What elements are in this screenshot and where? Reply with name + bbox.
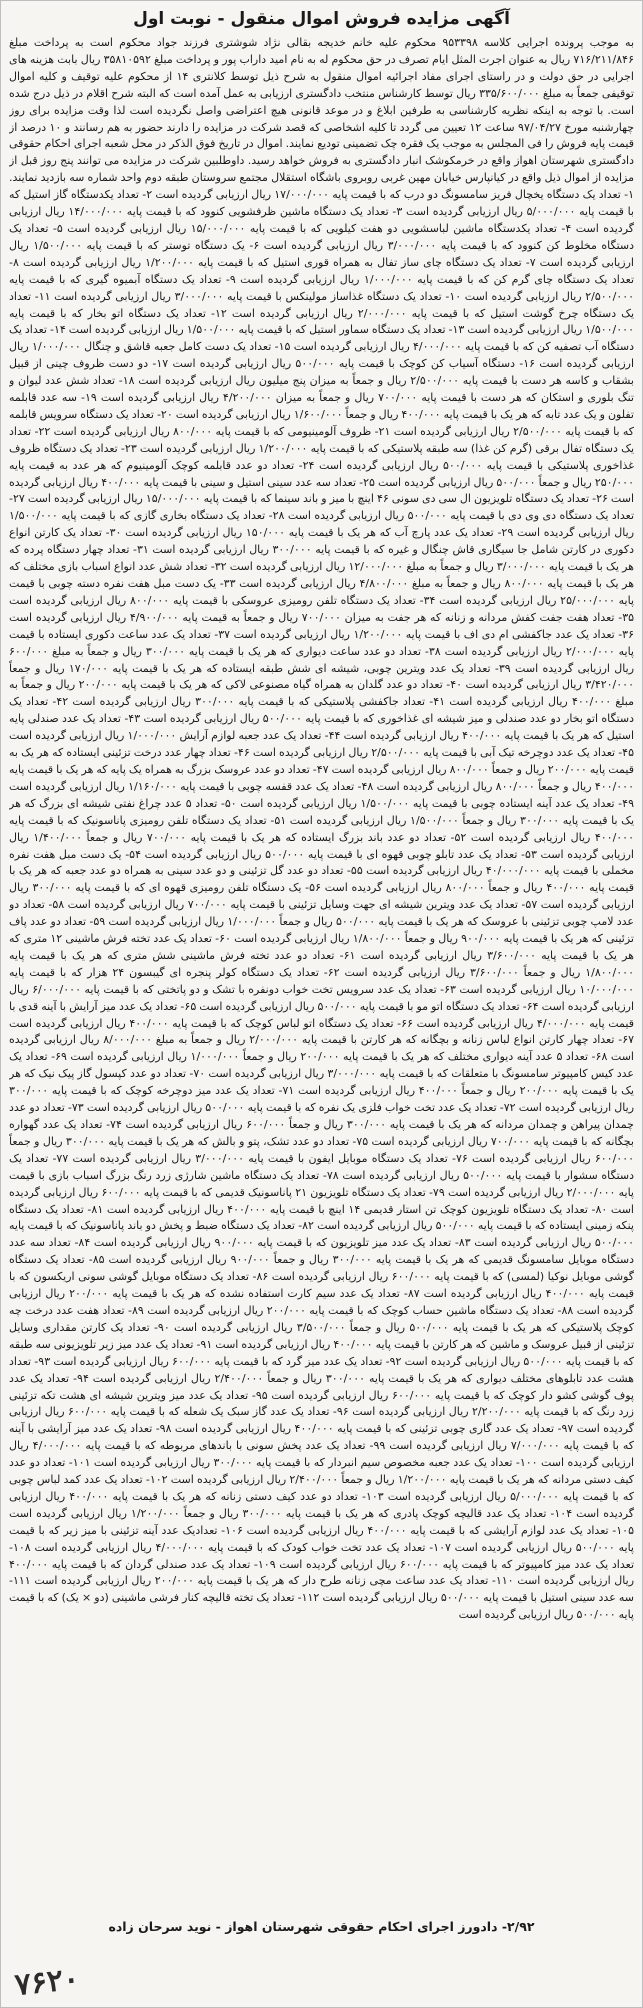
ink-stamp-mark: ۷۶۲۰ [13, 1961, 81, 2003]
notice-title: آگهی مزایده فروش اموال منقول - نوبت اول [133, 9, 510, 29]
notice-signature: ۲/۹۲- دادورز اجرای احکام حقوقی شهرستان اهواز - نوید سرحان زاده [108, 1919, 535, 1934]
notice-body: به موجب پرونده اجرایی کلاسه ۹۵۳۳۹۸ محکوم علیه خانم خدیجه بقالی نژاد شوشتری فرزند جواد محکوم است به پرداخت مبلغ ۷۱۶/۲۱۱/۸۴۶ ریال به عنوان اجرت المثل ایام تصرف در حق محکوم له به نام امید داراب پور و پرداخت مبلغ ۳۵۸۱۰۵۹۲ ریال بابت هزینه های اجرایی در حق دولت و در راستای اجرای مفاد اجرائیه اموال منقول به شرح ذیل توسط کلانتری ۱۴ از محکوم علیه توقیف و کلیه اموال توقیفی جمعاً به مبلغ ۳۳۵/۶۰۰/۰۰۰ ریال توسط کارشناس منتخب دادگستری ارزیابی به عمل آمده است که البته شرح اقلام در ذیل درج شده است. با توجه به اینکه نظریه کارشناسی به طرفین ابلاغ و در موعد قانونی هیچ اعتراضی واصل نگردیده است لذا وقت مزایده برای روز چهارشنبه مورخ ۹۷/۰۴/۲۷ ساعت ۱۲ تعیین می گردد تا کلیه اشخاصی که قصد شرکت در مزایده را دارند حضور به هم رسانند و ۱۰ درصد از قیمت پایه فروش را فی المجلس به موجب یک فقره چک تضمینی تودیع نمایند. اموال در تاریخ فوق الذکر در محل شعبه اجرای احکام حقوقی دادگستری شهرستان اهواز واقع در خرمکوشک انبار دادگستری به فروش خواهد رسید. داوطلبین شرکت در مزایده می توانند پنج روز قبل از مزایده از اموال ذیل واقع در کیانپارس خیابان مهین غربی روبروی باشگاه استقلال مجتمع سروستان طبقه دوم واحد شماره سه بازدید نمایند. ۱- تعداد یک دستگاه یخچال فریز سامسونگ دو درب که با قیمت پایه ۱۷/۰۰۰/۰۰۰ ریال ارزیابی گردیده است ۲- تعداد یکدستگاه گاز استیل که با قیمت پایه ۵/۰۰۰/۰۰۰ ریال ارزیابی گردیده است ۳- تعداد یک دستگاه ماشین ظرفشویی کنوود که با قیمت پایه ۱۴/۰۰۰/۰۰۰ ریال ارزیابی گردیده است ۴- تعداد یکدستگاه ماشین لباسشویی دو هفت کیلویی که با قیمت پایه ۱۵/۰۰۰/۰۰۰ ریال ارزیابی گردیده است ۵- تعداد یک دستگاه مخلوط کن کنوود که با قیمت پایه ۳/۰۰۰/۰۰۰ ریال ارزیابی گردیده است ۶- یک دستگاه توستر که با قیمت پایه ۱/۵۰۰/۰۰۰ ریال ارزیابی گردیده است ۷- تعداد یک دستگاه چای ساز تفال به همراه قوری استیل که با قیمت پایه ۱/۲۰۰/۰۰۰ ریال ارزیابی گردیده است ۸- تعداد یک دستگاه چای گرم کن که با قیمت پایه ۱/۰۰۰/۰۰۰ ریال ارزیابی گردیده است ۹- تعداد یک دستگاه آبمیوه گیری که با قیمت پایه ۲/۵۰۰/۰۰۰ ریال ارزیابی گردیده است ۱۰- تعداد یک دستگاه غذاساز مولینکس با قیمت پایه ۳/۰۰۰/۰۰۰ ریال ارزیابی گردیده است ۱۱- تعداد یک دستگاه چرخ گوشت استیل که با قیمت پایه ۲/۰۰۰/۰۰۰ ریال ارزیابی گردیده است ۱۲- تعداد یک دستگاه اتو بخار که با قیمت پایه ۱/۵۰۰/۰۰۰ ریال ارزیابی گردیده است ۱۳- تعداد یک دستگاه سماور استیل که با قیمت پایه ۱/۵۰۰/۰۰۰ ریال ارزیابی گردیده است ۱۴- تعداد یک دستگاه آب تصفیه کن که با قیمت پایه ۴/۰۰۰/۰۰۰ ریال ارزیابی گردیده است ۱۵- تعداد یک دست کامل جعبه قاشق و چنگال ۱/۰۰۰/۰۰۰ ریال ارزیابی گردیده است ۱۶- دستگاه آسیاب کن کوچک با قیمت پایه ۵۰۰/۰۰۰ ریال ارزیابی گردیده است ۱۷- دو دست ظروف چینی از قبیل بشقاب و کاسه هر دست با قیمت پایه ۲/۵۰۰/۰۰۰ ریال و جمعاً به میزان پنج میلیون ریال ارزیابی گردیده است ۱۸- تعداد شش عدد لیوان و تنگ بلوری و استکان که هر دست با قیمت پایه ۷۰۰/۰۰۰ ریال و جمعاً به میزان ۴/۲۰۰/۰۰۰ ریال ارزیابی گردیده است ۱۹- سه عدد قابلمه تفلون و یک عدد تابه که هر یک با قیمت پایه ۴۰۰/۰۰۰ ریال و جمعاً ۱/۶۰۰/۰۰۰ ریال ارزیابی گردیده است ۲۰- تعداد یک دستگاه سرویس قابلمه که با قیمت پایه ۲/۵۰۰/۰۰۰ ریال ارزیابی گردیده است ۲۱- ظروف آلومینیومی که با قیمت پایه ۸۰۰/۰۰۰ ریال ارزیابی گردیده است ۲۲- تعداد یک دستگاه تفال برقی (گرم کن غذا) سه طبقه پلاستیکی که با قیمت پایه ۱/۲۰۰/۰۰۰ ریال ارزیابی گردیده است ۲۳- تعداد یک دستگاه ظروف غذاخوری پلاستیکی با قیمت پایه ۵۰۰/۰۰۰ ریال ارزیابی گردیده است ۲۴- تعداد دو عدد قابلمه کوچک آلومینیوم که هر عدد به قیمت پایه ۲۵۰/۰۰۰ ریال و جمعاً ۵۰۰/۰۰۰ ریال ارزیابی گردیده است ۲۵- تعداد سه عدد سینی استیل و سینی با قیمت پایه ۴۰۰/۰۰۰ ریال ارزیابی گردیده است ۲۶- تعداد یک دستگاه تلویزیون ال سی دی سونی ۴۶ اینچ با میز و باند سینما که با قیمت پایه ۱۵/۰۰۰/۰۰۰ ریال ارزیابی گردیده است ۲۷- تعداد یک دستگاه دی وی دی با قیمت پایه ۵۰۰/۰۰۰ ریال ارزیابی گردیده است ۲۸- تعداد یک دستگاه بخاری گازی که با قیمت پایه ۱/۵۰۰/۰۰۰ ریال ارزیابی گردیده است ۲۹- تعداد یک عدد پارچ آب که هر یک با قیمت پایه ۱۵۰/۰۰۰ ریال ارزیابی گردیده است ۳۰- تعداد یک کارتن انواع دکوری در کارتن شامل جا سیگاری قاش چنگال و غیره که با قیمت پایه ۳۰۰/۰۰۰ ریال ارزیابی گردیده است ۳۱- تعداد چهار دستگاه پرده که هر یک با قیمت پایه ۳/۰۰۰/۰۰۰ ریال و جمعاً به مبلغ ۱۲/۰۰۰/۰۰۰ ریال ارزیابی گردیده است ۳۲- تعداد شش عدد انواع اسباب بازی مختلف که هر یک با قیمت پایه ۸۰۰/۰۰۰ ریال و جمعاً به مبلغ ۴/۸۰۰/۰۰۰ ریال ارزیابی گردیده است ۳۳- یک دست مبل هفت نفره دسته چوبی با قیمت پایه ۲۵/۰۰۰/۰۰۰ ریال ارزیابی گردیده است ۳۴- تعداد یک دستگاه تلفن رومیزی عروسکی با قیمت پایه ۸۰۰/۰۰۰ ریال ارزیابی گردیده است ۳۵- تعداد هفت جفت کفش مردانه و زنانه که هر جفت به میزان ۷۰۰/۰۰۰ ریال و جمعاً به قیمت پایه ۴/۹۰۰/۰۰۰ ریال ارزیابی گردیده است ۳۶- تعداد یک عدد جاکفشی ام دی اف با قیمت پایه ۱/۲۰۰/۰۰۰ ریال ارزیابی گردیده است ۳۷- تعداد یک عدد ساعت دکوری ایستاده با قیمت پایه ۲/۰۰۰/۰۰۰ ریال ارزیابی گردیده است ۳۸- تعداد دو عدد ساعت دیواری که هر یک با قیمت پایه ۳۰۰/۰۰۰ ریال و جمعاً به مبلغ ۶۰۰/۰۰۰ ریال ارزیابی گردیده است ۳۹- تعداد یک عدد ویترین چوبی، شیشه ای شش طبقه ایستاده که هر یک با قیمت پایه ۱۷۰/۰۰۰ ریال و جمعاً ۳/۴۲۰/۰۰۰ ریال ارزیابی گردیده است ۴۰- تعداد دو عدد گلدان به همراه گیاه مصنوعی لاکی که هر یک با قیمت پایه ۲۰۰/۰۰۰ ریال و جمعاً به مبلغ ۴۰۰/۰۰۰ ریال ارزیابی گردیده است ۴۱- تعداد جاکفشی پلاستیکی که با قیمت پایه ۳۰۰/۰۰۰ ریال ارزیابی گردیده است ۴۲- تعداد یک دستگاه اتو بخار دو عدد صندلی و میز شیشه ای غذاخوری که با قیمت پایه ۵۰۰/۰۰۰ ریال ارزیابی گردیده است ۴۳- تعداد یک عدد صندلی پایه استیل که هر یک با قیمت پایه ۴۰۰/۰۰۰ ریال ارزیابی گردیده است ۴۴- تعداد یک عدد جعبه لوازم آرایش ۱/۰۰۰/۰۰۰ ریال ارزیابی گردیده است ۴۵- تعداد یک عدد دوچرخه تیک آبی با قیمت پایه ۲/۵۰۰/۰۰۰ ریال ارزیابی گردیده است ۴۶- تعداد چهار عدد درخت تزئینی ایستاده که هر یک به قیمت پایه ۲۰۰/۰۰۰ ریال و جمعاً ۸۰۰/۰۰۰ ریال ارزیابی گردیده است ۴۷- تعداد دو عدد عروسک بزرگ به همراه یک پایه که هر یک با قیمت پایه ۴۰۰/۰۰۰ ریال و جمعاً ۸۰۰/۰۰۰ ریال ارزیابی گردیده است ۴۸- تعداد یک عدد قفسه چوبی با قیمت پایه ۱/۱۶۰/۰۰۰ ریال ارزیابی گردیده است ۴۹- تعداد یک عدد آینه ایستاده چوبی با قیمت پایه ۱/۵۰۰/۰۰۰ ریال ارزیابی گردیده است ۵۰- تعداد ۵ عدد چراغ نفتی شیشه ای بزرگ که هر یک با قیمت پایه ۳۰۰/۰۰۰ ریال و جمعاً ۱/۵۰۰/۰۰۰ ریال ارزیابی گردیده است ۵۱- تعداد یک دستگاه تلفن رومیزی پاناسونیک که با قیمت پایه ۴۰۰/۰۰۰ ریال ارزیابی گردیده است ۵۲- تعداد دو عدد باند بزرگ ایستاده که هر یک با قیمت پایه ۷۰۰/۰۰۰ ریال و جمعاً ۱/۴۰۰/۰۰۰ ریال ارزیابی گردیده است ۵۳- تعداد یک عدد تابلو چوبی قهوه ای با قیمت پایه ۵۰۰/۰۰۰ ریال ارزیابی گردیده است ۵۴- یک دست مبل هفت نفره مخملی با قیمت پایه ۴۰/۰۰۰/۰۰۰ ریال ارزیابی گردیده است ۵۵- تعداد دو عدد گل تزئینی و دو عدد سینی به همراه دو عدد جعبه که هر یک با قیمت پایه ۴۰۰/۰۰۰ ریال و جمعاً ۸۰۰/۰۰۰ ریال ارزیابی گردیده است ۵۶- یک دستگاه تلفن رومیزی قهوه ای که با قیمت پایه ۳۰۰/۰۰۰ ریال ارزیابی گردیده است ۵۷- تعداد یک عدد ویترین شیشه ای جهت وسایل تزئینی با قیمت پایه ۷۰۰/۰۰۰ ریال ارزیابی گردیده است ۵۸- تعداد دو عدد لامپ چوبی تزئینی با عروسک که هر یک با قیمت پایه ۵۰۰/۰۰۰ ریال و جمعاً ۱/۰۰۰/۰۰۰ ریال ارزیابی گردیده است ۵۹- تعداد دو عدد پاف تزئینی که هر یک با قیمت پایه ۹۰۰/۰۰۰ ریال و جمعاً ۱/۸۰۰/۰۰۰ ریال ارزیابی گردیده است ۶۰- تعداد یک عدد تخته فرش ماشینی ۱۲ متری که هر یک با قیمت پایه ۳/۶۰۰/۰۰۰ ریال ارزیابی گردیده است ۶۱- تعداد دو عدد تخته فرش ماشینی شش متری که هر یک با قیمت پایه ۱/۸۰۰/۰۰۰ ریال و جمعاً ۳/۶۰۰/۰۰۰ ریال ارزیابی گردیده است ۶۲- تعداد یک دستگاه کولر پنجره ای گیبسون ۲۴ هزار که با قیمت پایه ۱۰/۰۰۰/۰۰۰ ریال ارزیابی گردیده است ۶۳- تعداد یک عدد سرویس تخت خواب دونفره با تشک و دو پاتختی که با قیمت پایه ۶/۰۰۰/۰۰۰ ریال ارزیابی گردیده است ۶۴- تعداد یک دستگاه اتو مو با قیمت پایه ۵۰۰/۰۰۰ ریال ارزیابی گردیده است ۶۵- تعداد یک عدد میز آرایش با آینه قدی با قیمت پایه ۴/۰۰۰/۰۰۰ ریال ارزیابی گردیده است ۶۶- تعداد یک دستگاه اتو لباس کوچک که با قیمت پایه ۴۰۰/۰۰۰ ریال ارزیابی گردیده است ۶۷- تعداد چهار کارتن انواع لباس زنانه و بچگانه که هر کارتن با قیمت پایه ۲/۰۰۰/۰۰۰ ریال و جمعاً به مبلغ ۸/۰۰۰/۰۰۰ ریال ارزیابی گردیده است ۶۸- تعداد ۵ عدد آینه دیواری مختلف که هر یک با قیمت پایه ۲۰۰/۰۰۰ ریال و جمعاً ۱/۰۰۰/۰۰۰ ریال ارزیابی گردیده است ۶۹- تعداد یک عدد کیس کامپیوتر سامسونگ با متعلقات که با قیمت پایه ۳/۰۰۰/۰۰۰ ریال ارزیابی گردیده است ۷۰- تعداد دو عدد کپسول گاز پیک نیک که هر یک با قیمت پایه ۲۰۰/۰۰۰ ریال و جمعاً ۴۰۰/۰۰۰ ریال ارزیابی گردیده است ۷۱- تعداد یک عدد میز دوچرخه کوچک که با قیمت پایه ۳۰۰/۰۰۰ ریال ارزیابی گردیده است ۷۲- تعداد یک عدد تخت خواب فلزی یک نفره که با قیمت پایه ۵۰۰/۰۰۰ ریال ارزیابی گردیده است ۷۳- تعداد دو عدد چمدان پیراهن و چمدان مردانه که هر یک با قیمت پایه ۳۰۰/۰۰۰ ریال و جمعاً ۶۰۰/۰۰۰ ریال ارزیابی گردیده است ۷۴- تعداد یک عدد گهواره بچگانه که با قیمت پایه ۷۰۰/۰۰۰ ریال ارزیابی گردیده است ۷۵- تعداد دو عدد تشک، پتو و بالش که هر یک با قیمت پایه ۳۰۰/۰۰۰ ریال و جمعاً ۶۰۰/۰۰۰ ریال ارزیابی گردیده است ۷۶- تعداد یک دستگاه موبایل ایفون با قیمت پایه ۳/۰۰۰/۰۰۰ ریال ارزیابی گردیده است ۷۷- تعداد یک دستگاه سشوار با قیمت پایه ۵۰۰/۰۰۰ ریال ارزیابی گردیده است ۷۸- تعداد یک دستگاه ماشین شارژی زرد رنگ بزرگ اسباب بازی با قیمت پایه ۲/۰۰۰/۰۰۰ ریال ارزیابی گردیده است ۷۹- تعداد یک دستگاه تلویزیون ۲۱ پاناسونیک قدیمی که با قیمت پایه ۶۰۰/۰۰۰ ریال ارزیابی گردیده است ۸۰- تعداد یک دستگاه تلویزیون کوچک تن استار قدیمی ۱۴ اینچ با قیمت پایه ۴۰۰/۰۰۰ ریال ارزیابی گردیده است ۸۱- تعداد یک دستگاه پنکه زمینی ایستاده که با قیمت پایه ۵۰۰/۰۰۰ ریال ارزیابی گردیده است ۸۲- تعداد یک دستگاه ضبط و پخش دو باند پاناسونیک که با قیمت پایه ۵۰۰/۰۰۰ ریال ارزیابی گردیده است ۸۳- تعداد یک عدد میز تلویزیون که با قیمت پایه ۹۰۰/۰۰۰ ریال ارزیابی گردیده است ۸۴- تعداد سه عدد دستگاه موبایل سامسونگ قدیمی که هر یک با قیمت پایه ۳۰۰/۰۰۰ ریال و جمعاً ۹۰۰/۰۰۰ ریال ارزیابی گردیده است ۸۵- تعداد یک دستگاه گوشی موبایل نوکیا (لمسی) که با قیمت پایه ۶۰۰/۰۰۰ ریال ارزیابی گردیده است ۸۶- تعداد یک دستگاه موبایل گوشی سونی اریکسون که با قیمت پایه ۴۰۰/۰۰۰ ریال ارزیابی گردیده است ۸۷- تعداد یک عدد سیم کارت استفاده نشده که هر یک با قیمت پایه ۲۰۰/۰۰۰ ریال ارزیابی گردیده است ۸۸- تعداد یک دستگاه ماشین حساب کوچک که با قیمت پایه ۲۰۰/۰۰۰ ریال ارزیابی گردیده است ۸۹- تعداد هفت عدد درخت چه کوچک پلاستیکی که هر یک با قیمت پایه ۵۰۰/۰۰۰ ریال و جمعاً ۳/۵۰۰/۰۰۰ ریال ارزیابی گردیده است ۹۰- تعداد یک کارتن مقداری وسایل تزئینی از قبیل عروسک و ماشین که هر کارتن با قیمت پایه ۴۰۰/۰۰۰ ریال ارزیابی گردیده است ۹۱- تعداد یک عدد میز زیر تلویزیونی سه طبقه که با قیمت پایه ۵۰۰/۰۰۰ ریال ارزیابی گردیده است ۹۲- تعداد یک عدد میز گرد که با قیمت پایه ۶۰۰/۰۰۰ ریال ارزیابی گردیده است ۹۳- تعداد هشت عدد تابلوهای مختلف دیواری که هر یک با قیمت پایه ۳۰۰/۰۰۰ ریال و جمعاً ۲/۴۰۰/۰۰۰ ریال ارزیابی گردیده است ۹۴- تعداد یک عدد پوف گوشی کشو دار کوچک که با قیمت پایه ۶۰۰/۰۰۰ ریال ارزیابی گردیده است ۹۵- تعداد یک عدد میز ویترین شیشه ای هشت تکه تزئینی زرد رنگ که با قیمت پایه ۲/۲۰۰/۰۰۰ ریال ارزیابی گردیده است ۹۶- تعداد یک عدد گاز سبک یک شعله که با قیمت پایه ۶۰۰/۰۰۰ ریال ارزیابی گردیده است ۹۷- تعداد یک عدد گاری چوبی تزئینی که با قیمت پایه ۴۰۰/۰۰۰ ریال ارزیابی گردیده است ۹۸- تعداد یک عدد میز آرایشی با آینه که با قیمت پایه ۷/۰۰۰/۰۰۰ ریال ارزیابی گردیده است ۹۹- تعداد یک عدد پخش سونی با باندهای مربوطه که با قیمت پایه ۴/۰۰۰/۰۰۰ ریال ارزیابی گردیده است ۱۰۰- تعداد یک عدد جعبه مخصوص سیم انبردار که با قیمت پایه ۳۰۰/۰۰۰ ریال ارزیابی گردیده است ۱۰۱- تعداد دو عدد کیف دستی مردانه که هر یک با قیمت پایه ۱/۲۰۰/۰۰۰ ریال و جمعاً ۲/۴۰۰/۰۰۰ ریال ارزیابی گردیده است ۱۰۲- تعداد یک عدد کمد لباس چوبی که با قیمت پایه ۵/۰۰۰/۰۰۰ ریال ارزیابی گردیده است ۱۰۳- تعداد دو عدد کیف دستی زنانه که هر یک با قیمت پایه ۴۰۰/۰۰۰ ریال ارزیابی گردیده است ۱۰۴- تعداد یک عدد قالیچه کوچک پادری که هر یک با قیمت پایه ۳۰۰/۰۰۰ ریال و جمعاً ۱/۲۰۰/۰۰۰ ریال ارزیابی گردیده است ۱۰۵- تعداد یک عدد لوازم آرایشی که با قیمت پایه ۴۰۰/۰۰۰ ریال ارزیابی گردیده است ۱۰۶- تعدادیک عدد آینه تزئینی با میز زیر که با قیمت پایه ۵۰۰/۰۰۰ ریال ارزیابی گردیده است ۱۰۷- تعداد یک عدد تخت خواب کودک که با قیمت پایه ۴/۰۰۰/۰۰۰ ریال ارزیابی گردیده است ۱۰۸- تعداد یک عدد میز کامپیوتر که با قیمت پایه ۶۰۰/۰۰۰ ریال ارزیابی گردیده است ۱۰۹- تعداد یک عدد صندلی گردان که با قیمت پایه ۴۰۰/۰۰۰ ریال ارزیابی گردیده است ۱۱۰- تعداد یک عدد ساعت مچی زنانه طرح دار که هر یک با قیمت پایه ۲۰۰/۰۰۰ ریال ارزیابی گردیده است ۱۱۱- سه عدد سینی استیل با قیمت پایه ۵۰۰/۰۰۰ ریال ارزیابی گردیده است ۱۱۲- تعداد یک تخته قالیچه کنار فرشی ماشینی (دو × یک) که با قیمت پایه ۵۰۰/۰۰۰ ریال ارزیابی گردیده است [9, 36, 634, 1622]
